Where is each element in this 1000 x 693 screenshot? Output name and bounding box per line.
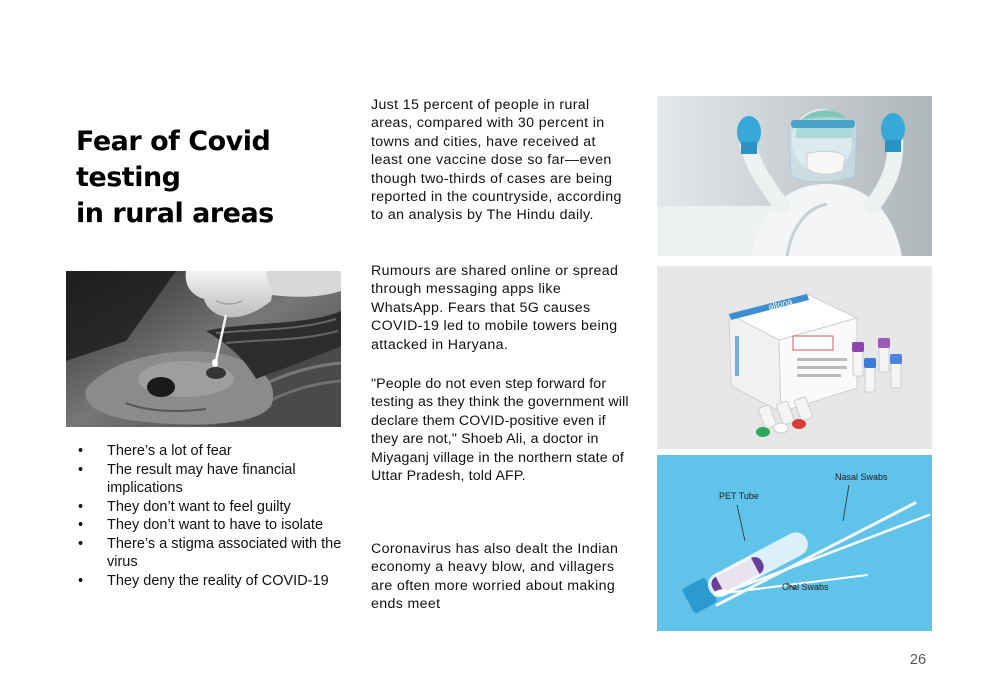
swab-test-illustration [66, 271, 341, 427]
pet-tube-label: PET Tube [719, 491, 759, 501]
list-item: • The result may have financial implications [76, 461, 344, 498]
paragraph-quote: "People do not even step forward for testing as they think the government will declare them COVID-positive even if they are not," Shoeb Ali, a doctor in Miyaganj village in the northern state of Uttar Pradesh, told AFP. [371, 376, 629, 485]
swab-tube-photo [657, 455, 932, 631]
paragraph-rumours: Rumours are shared online or spread through messaging apps like WhatsApp. Fears that 5G causes COVID-19 led to mobile towers being attacked in Haryana. [371, 263, 619, 353]
fear-reasons-list [76, 442, 344, 590]
title-line-1: Fear of Covid [76, 126, 271, 157]
kit-brand-label: altona [767, 296, 794, 312]
test-kit-illustration [657, 266, 932, 449]
list-item: • There’s a stigma associated with the virus [76, 535, 344, 572]
oral-swabs-label: Oral Swabs [782, 582, 829, 592]
paragraph-economy: Coronavirus has also dealt the Indian economy a heavy blow, and villagers are often more worried about making ends meet [371, 541, 619, 613]
title-line-3: in rural areas [76, 198, 274, 229]
ppe-worker-illustration [657, 96, 932, 256]
nasal-swabs-label: Nasal Swabs [835, 472, 888, 482]
page-number: 26 [909, 652, 927, 668]
list-item: • They don’t want to feel guilty [76, 498, 344, 517]
test-kit-photo [657, 266, 932, 449]
ppe-worker-photo [657, 96, 932, 256]
paragraph-vaccination: Just 15 percent of people in rural areas, compared with 30 percent in towns and cities, have received at least one vaccine dose so far—even though two-thirds of cases are being reported in the countryside, according to an analysis by The Hindu daily. [371, 97, 622, 224]
list-item: • They don’t want to have to isolate [76, 516, 344, 535]
list-item: • There’s a lot of fear [76, 442, 344, 461]
page-title [76, 124, 336, 232]
swab-tube-illustration [657, 455, 932, 631]
title-line-2: testing [76, 162, 181, 193]
swab-test-photo [66, 271, 341, 427]
list-item: • They deny the reality of COVID-19 [76, 572, 344, 591]
